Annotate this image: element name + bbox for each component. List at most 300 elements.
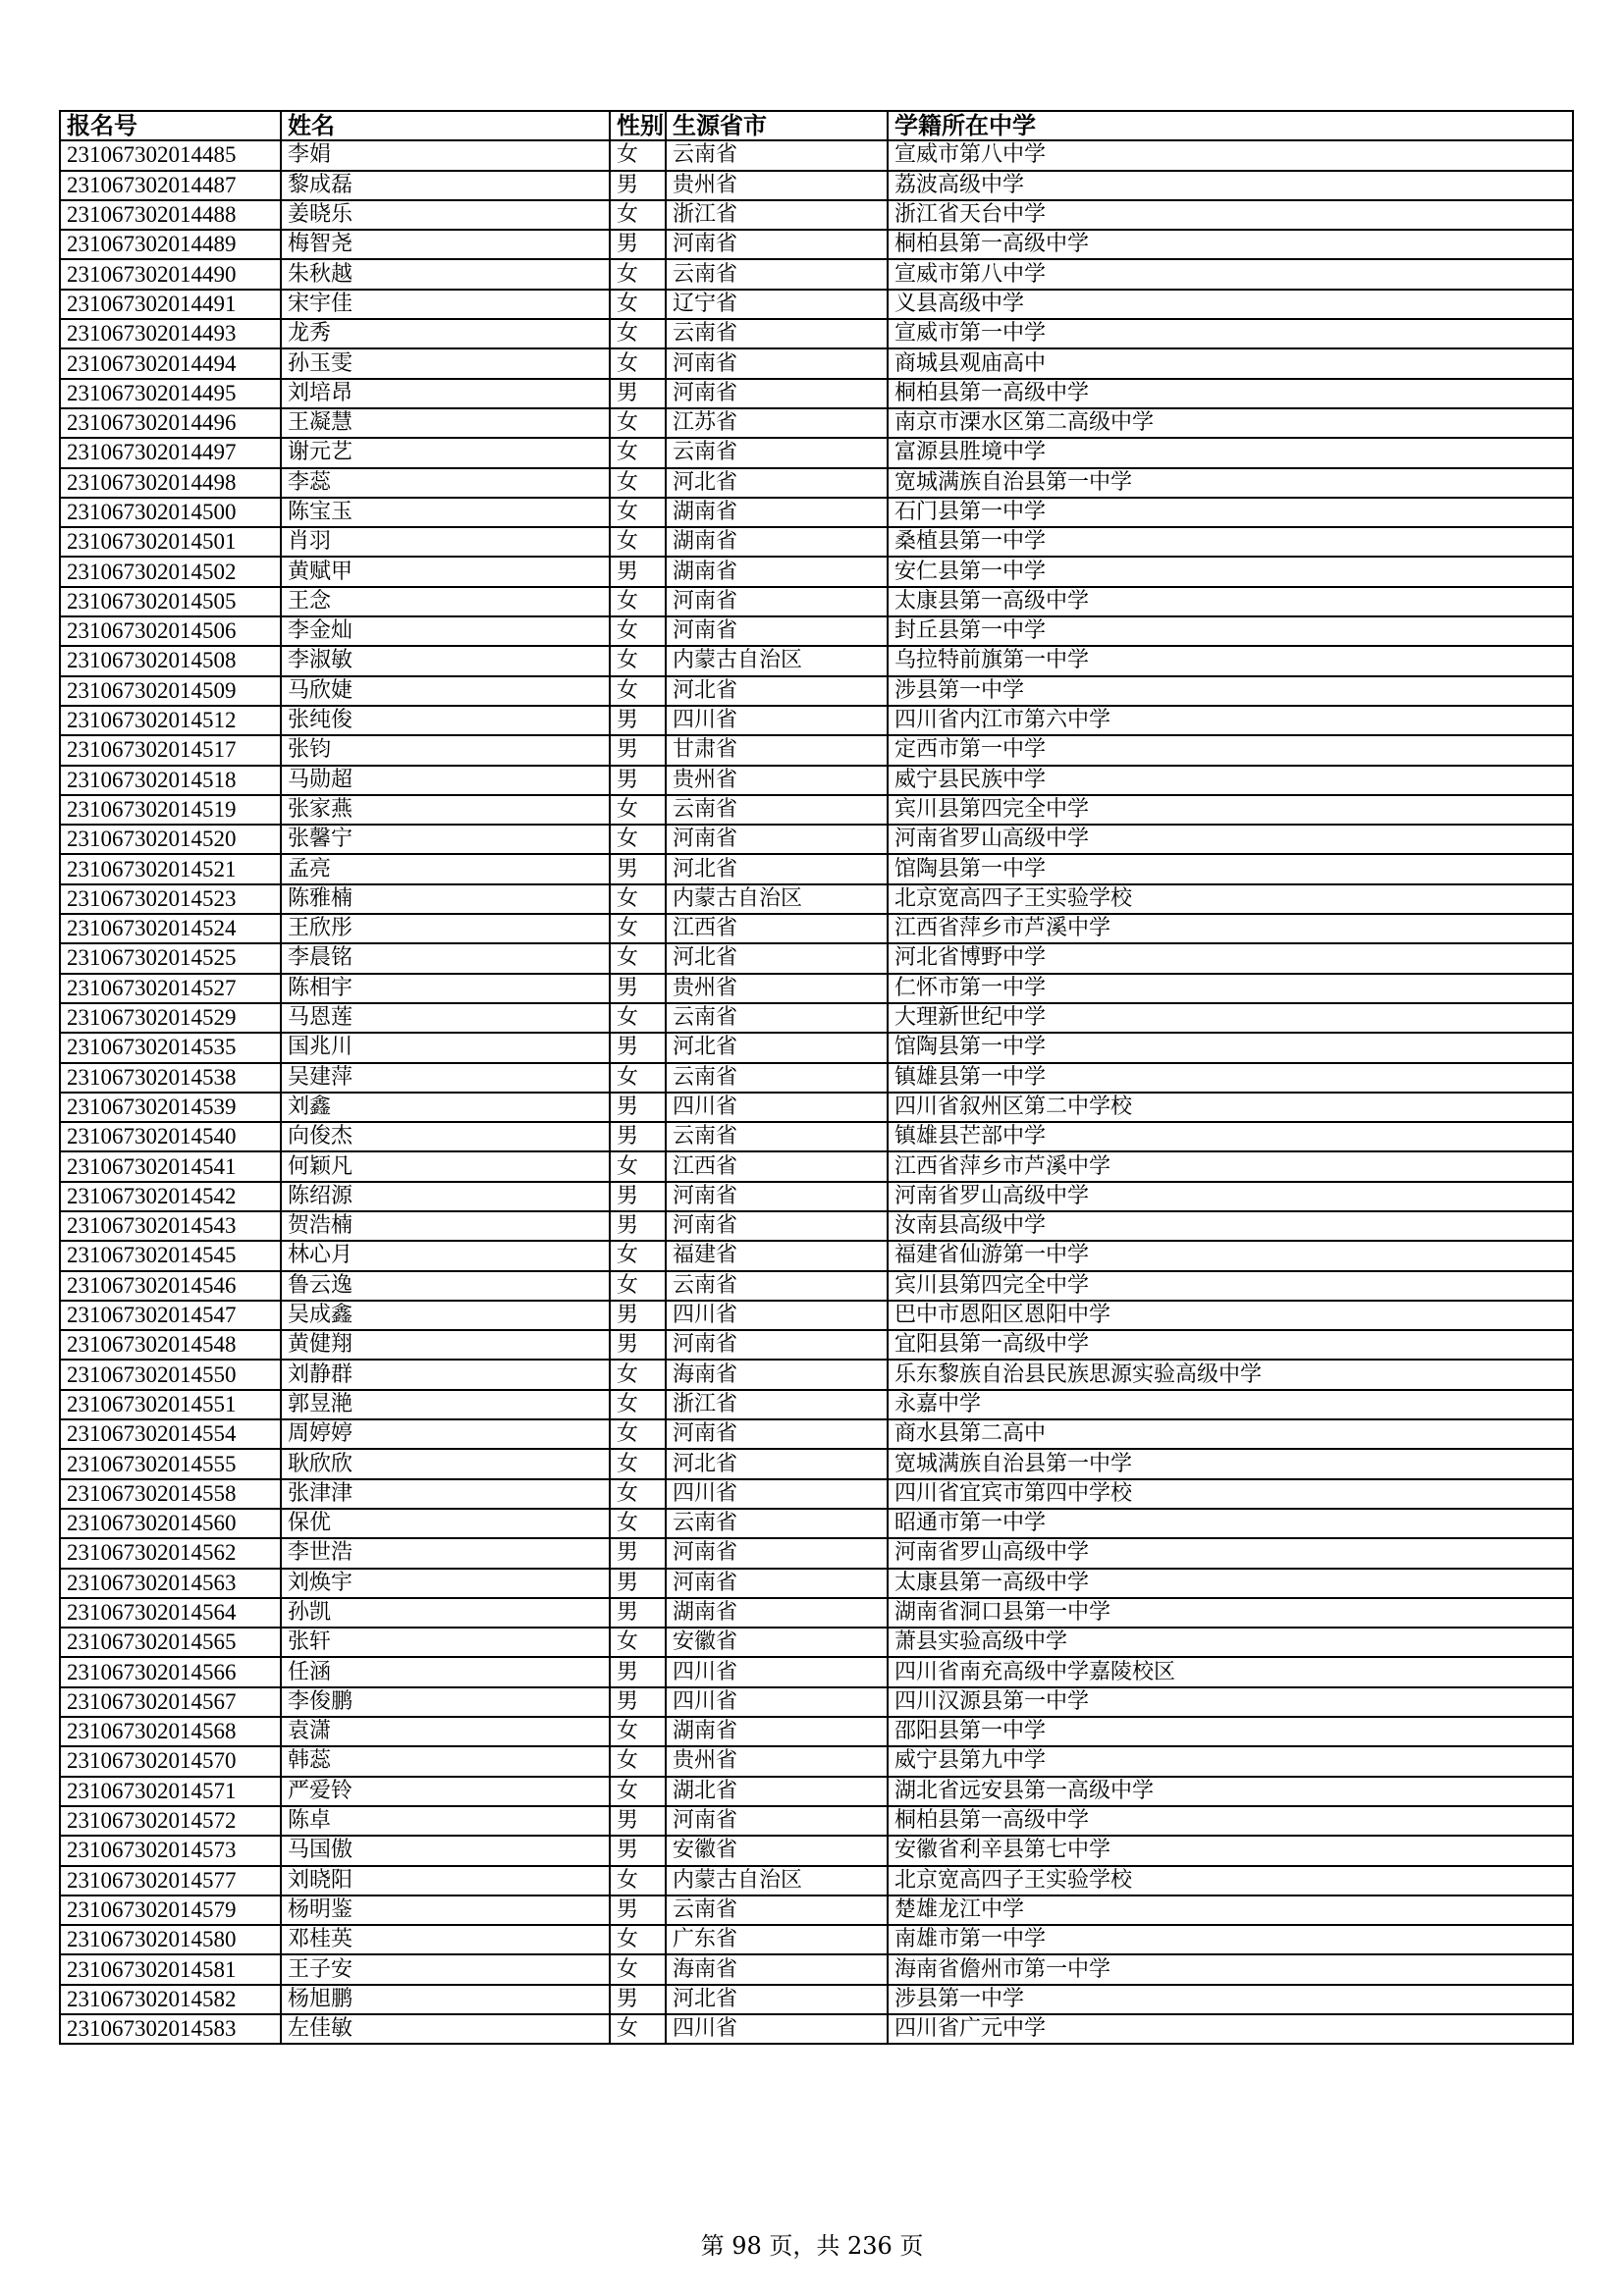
province-cell: 湖南省 [666, 498, 888, 527]
school-cell: 四川省叙州区第二中学校 [888, 1093, 1573, 1122]
header-gender: 性别 [610, 111, 666, 140]
table-row [60, 171, 1573, 200]
name-cell: 贺浩楠 [281, 1211, 610, 1241]
province-cell: 贵州省 [666, 1746, 888, 1776]
school-cell: 桐柏县第一高级中学 [888, 1806, 1573, 1836]
province-cell: 贵州省 [666, 766, 888, 795]
school-cell: 义县高级中学 [888, 290, 1573, 319]
province-cell: 四川省 [666, 706, 888, 735]
table-row [60, 527, 1573, 557]
name-cell: 谢元艺 [281, 438, 610, 467]
school-cell: 宣威市第八中学 [888, 140, 1573, 170]
province-cell: 云南省 [666, 1122, 888, 1151]
gender-cell: 男 [610, 1806, 666, 1836]
name-cell: 姜晓乐 [281, 200, 610, 230]
province-cell: 河北省 [666, 1449, 888, 1478]
name-cell: 张家燕 [281, 795, 610, 825]
province-cell: 内蒙古自治区 [666, 646, 888, 675]
school-cell: 宾川县第四完全中学 [888, 795, 1573, 825]
gender-cell: 女 [610, 587, 666, 616]
table-row [60, 438, 1573, 467]
registration-number-cell: 231067302014495 [60, 379, 281, 408]
school-cell: 四川省内江市第六中学 [888, 706, 1573, 735]
table-body [60, 140, 1573, 2044]
registration-number-cell: 231067302014564 [60, 1598, 281, 1628]
gender-cell: 男 [610, 1301, 666, 1330]
registration-number-cell: 231067302014555 [60, 1449, 281, 1478]
registration-number-cell: 231067302014529 [60, 1003, 281, 1033]
gender-cell: 女 [610, 825, 666, 854]
gender-cell: 女 [610, 1925, 666, 1954]
name-cell: 张纯俊 [281, 706, 610, 735]
gender-cell: 女 [610, 1241, 666, 1270]
school-cell: 四川汉源县第一中学 [888, 1687, 1573, 1717]
gender-cell: 男 [610, 1093, 666, 1122]
registration-number-cell: 231067302014566 [60, 1657, 281, 1686]
name-cell: 王欣彤 [281, 914, 610, 943]
school-cell: 巴中市恩阳区恩阳中学 [888, 1301, 1573, 1330]
name-cell: 吴成鑫 [281, 1301, 610, 1330]
registration-number-cell: 231067302014509 [60, 676, 281, 706]
school-cell: 荔波高级中学 [888, 171, 1573, 200]
table-row [60, 1330, 1573, 1360]
name-cell: 朱秋越 [281, 259, 610, 289]
school-cell: 河南省罗山高级中学 [888, 1182, 1573, 1211]
province-cell: 云南省 [666, 1509, 888, 1538]
school-cell: 乐东黎族自治县民族思源实验高级中学 [888, 1360, 1573, 1389]
province-cell: 河南省 [666, 379, 888, 408]
school-cell: 宽城满族自治县第一中学 [888, 468, 1573, 498]
table-row [60, 259, 1573, 289]
school-cell: 商城县观庙高中 [888, 348, 1573, 378]
gender-cell: 女 [610, 1866, 666, 1896]
province-cell: 江苏省 [666, 408, 888, 438]
table-row [60, 1211, 1573, 1241]
gender-cell: 男 [610, 1538, 666, 1568]
province-cell: 河南省 [666, 1211, 888, 1241]
name-cell: 陈卓 [281, 1806, 610, 1836]
table-row [60, 1628, 1573, 1657]
school-cell: 河北省博野中学 [888, 943, 1573, 973]
name-cell: 刘鑫 [281, 1093, 610, 1122]
registration-number-cell: 231067302014548 [60, 1330, 281, 1360]
table-row [60, 319, 1573, 348]
table-row [60, 914, 1573, 943]
gender-cell: 男 [610, 171, 666, 200]
table-row [60, 587, 1573, 616]
registration-number-cell: 231067302014505 [60, 587, 281, 616]
province-cell: 云南省 [666, 259, 888, 289]
name-cell: 李蕊 [281, 468, 610, 498]
province-cell: 甘肃省 [666, 735, 888, 765]
gender-cell: 女 [610, 1509, 666, 1538]
name-cell: 马勋超 [281, 766, 610, 795]
name-cell: 郭昱滟 [281, 1390, 610, 1419]
province-cell: 安徽省 [666, 1628, 888, 1657]
province-cell: 河南省 [666, 1182, 888, 1211]
table-row [60, 1271, 1573, 1301]
table-row [60, 1569, 1573, 1598]
table-row [60, 854, 1573, 883]
province-cell: 四川省 [666, 1479, 888, 1509]
gender-cell: 女 [610, 468, 666, 498]
table-row [60, 825, 1573, 854]
gender-cell: 男 [610, 1836, 666, 1865]
school-cell: 河南省罗山高级中学 [888, 825, 1573, 854]
name-cell: 龙秀 [281, 319, 610, 348]
province-cell: 四川省 [666, 1657, 888, 1686]
table-row [60, 1985, 1573, 2014]
registration-number-cell: 231067302014491 [60, 290, 281, 319]
registration-number-cell: 231067302014550 [60, 1360, 281, 1389]
province-cell: 内蒙古自治区 [666, 884, 888, 914]
name-cell: 王念 [281, 587, 610, 616]
name-cell: 黎成磊 [281, 171, 610, 200]
province-cell: 四川省 [666, 1301, 888, 1330]
school-cell: 南京市溧水区第二高级中学 [888, 408, 1573, 438]
school-cell: 乌拉特前旗第一中学 [888, 646, 1573, 675]
header-row [60, 111, 1573, 140]
table-row [60, 1151, 1573, 1181]
gender-cell: 男 [610, 1569, 666, 1598]
registration-number-cell: 231067302014540 [60, 1122, 281, 1151]
province-cell: 河南省 [666, 1538, 888, 1568]
gender-cell: 女 [610, 884, 666, 914]
gender-cell: 女 [610, 438, 666, 467]
table-row [60, 706, 1573, 735]
gender-cell: 女 [610, 1419, 666, 1449]
registration-number-cell: 231067302014487 [60, 171, 281, 200]
province-cell: 安徽省 [666, 1836, 888, 1865]
name-cell: 严爱铃 [281, 1777, 610, 1806]
school-cell: 宾川县第四完全中学 [888, 1271, 1573, 1301]
table-row [60, 1598, 1573, 1628]
name-cell: 任涵 [281, 1657, 610, 1686]
school-cell: 宽城满族自治县第一中学 [888, 1449, 1573, 1478]
gender-cell: 女 [610, 1390, 666, 1419]
registration-number-cell: 231067302014580 [60, 1925, 281, 1954]
school-cell: 安徽省利辛县第七中学 [888, 1836, 1573, 1865]
gender-cell: 男 [610, 735, 666, 765]
table-row [60, 498, 1573, 527]
name-cell: 李淑敏 [281, 646, 610, 675]
registration-number-cell: 231067302014539 [60, 1093, 281, 1122]
school-cell: 桑植县第一中学 [888, 527, 1573, 557]
name-cell: 陈宝玉 [281, 498, 610, 527]
registration-number-cell: 231067302014518 [60, 766, 281, 795]
registration-number-cell: 231067302014562 [60, 1538, 281, 1568]
page-footer: 第 98 页，共 236 页 [700, 2232, 924, 2260]
name-cell: 何颖凡 [281, 1151, 610, 1181]
gender-cell: 男 [610, 1033, 666, 1062]
registration-number-cell: 231067302014506 [60, 616, 281, 646]
province-cell: 河南省 [666, 348, 888, 378]
school-cell: 永嘉中学 [888, 1390, 1573, 1419]
school-cell: 福建省仙游第一中学 [888, 1241, 1573, 1270]
gender-cell: 女 [610, 1746, 666, 1776]
table-row [60, 1360, 1573, 1389]
gender-cell: 男 [610, 1211, 666, 1241]
registration-number-cell: 231067302014572 [60, 1806, 281, 1836]
gender-cell: 女 [610, 1954, 666, 1984]
registration-number-cell: 231067302014494 [60, 348, 281, 378]
registration-number-cell: 231067302014493 [60, 319, 281, 348]
gender-cell: 男 [610, 1657, 666, 1686]
gender-cell: 女 [610, 408, 666, 438]
gender-cell: 女 [610, 498, 666, 527]
gender-cell: 女 [610, 1271, 666, 1301]
header-province: 生源省市 [666, 111, 888, 140]
province-cell: 河北省 [666, 1985, 888, 2014]
province-cell: 四川省 [666, 1093, 888, 1122]
registration-number-cell: 231067302014579 [60, 1896, 281, 1925]
gender-cell: 女 [610, 616, 666, 646]
registration-number-cell: 231067302014520 [60, 825, 281, 854]
province-cell: 云南省 [666, 1063, 888, 1093]
gender-cell: 男 [610, 1330, 666, 1360]
school-cell: 桐柏县第一高级中学 [888, 379, 1573, 408]
gender-cell: 男 [610, 766, 666, 795]
province-cell: 河南省 [666, 1806, 888, 1836]
registration-number-cell: 231067302014571 [60, 1777, 281, 1806]
header-school: 学籍所在中学 [888, 111, 1573, 140]
province-cell: 浙江省 [666, 1390, 888, 1419]
province-cell: 河南省 [666, 1330, 888, 1360]
school-cell: 北京宽高四子王实验学校 [888, 1866, 1573, 1896]
gender-cell: 女 [610, 1717, 666, 1746]
table-row [60, 1954, 1573, 1984]
gender-cell: 女 [610, 676, 666, 706]
school-cell: 富源县胜境中学 [888, 438, 1573, 467]
registration-number-cell: 231067302014485 [60, 140, 281, 170]
registration-number-cell: 231067302014542 [60, 1182, 281, 1211]
gender-cell: 女 [610, 943, 666, 973]
registration-number-cell: 231067302014524 [60, 914, 281, 943]
table-row [60, 140, 1573, 170]
registration-number-cell: 231067302014490 [60, 259, 281, 289]
school-cell: 江西省萍乡市芦溪中学 [888, 1151, 1573, 1181]
table-row [60, 735, 1573, 765]
name-cell: 韩蕊 [281, 1746, 610, 1776]
gender-cell: 男 [610, 1985, 666, 2014]
province-cell: 湖南省 [666, 1717, 888, 1746]
gender-cell: 女 [610, 1360, 666, 1389]
name-cell: 杨旭鹏 [281, 1985, 610, 2014]
name-cell: 孙玉雯 [281, 348, 610, 378]
name-cell: 张馨宁 [281, 825, 610, 854]
gender-cell: 男 [610, 379, 666, 408]
registration-number-cell: 231067302014545 [60, 1241, 281, 1270]
registration-number-cell: 231067302014497 [60, 438, 281, 467]
registration-number-cell: 231067302014582 [60, 1985, 281, 2014]
gender-cell: 女 [610, 1151, 666, 1181]
province-cell: 四川省 [666, 1687, 888, 1717]
name-cell: 刘培昂 [281, 379, 610, 408]
registration-number-cell: 231067302014496 [60, 408, 281, 438]
school-cell: 镇雄县第一中学 [888, 1063, 1573, 1093]
name-cell: 保优 [281, 1509, 610, 1538]
school-cell: 涉县第一中学 [888, 1985, 1573, 2014]
registration-number-cell: 231067302014488 [60, 200, 281, 230]
registration-number-cell: 231067302014581 [60, 1954, 281, 1984]
school-cell: 桐柏县第一高级中学 [888, 230, 1573, 259]
name-cell: 王凝慧 [281, 408, 610, 438]
gender-cell: 女 [610, 259, 666, 289]
registration-number-cell: 231067302014567 [60, 1687, 281, 1717]
gender-cell: 男 [610, 706, 666, 735]
province-cell: 湖北省 [666, 1777, 888, 1806]
name-cell: 张津津 [281, 1479, 610, 1509]
school-cell: 浙江省天台中学 [888, 200, 1573, 230]
table-row [60, 616, 1573, 646]
province-cell: 河南省 [666, 825, 888, 854]
registration-number-cell: 231067302014551 [60, 1390, 281, 1419]
school-cell: 镇雄县芒部中学 [888, 1122, 1573, 1151]
table-row [60, 379, 1573, 408]
school-cell: 宜阳县第一高级中学 [888, 1330, 1573, 1360]
table-row [60, 676, 1573, 706]
registration-number-cell: 231067302014525 [60, 943, 281, 973]
table-row [60, 884, 1573, 914]
table-row [60, 1241, 1573, 1270]
registration-number-cell: 231067302014535 [60, 1033, 281, 1062]
school-cell: 楚雄龙江中学 [888, 1896, 1573, 1925]
name-cell: 刘晓阳 [281, 1866, 610, 1896]
province-cell: 云南省 [666, 140, 888, 170]
province-cell: 四川省 [666, 2014, 888, 2044]
table-row [60, 1777, 1573, 1806]
province-cell: 云南省 [666, 795, 888, 825]
registration-number-cell: 231067302014546 [60, 1271, 281, 1301]
registration-number-cell: 231067302014500 [60, 498, 281, 527]
name-cell: 黄赋甲 [281, 557, 610, 586]
school-cell: 四川省广元中学 [888, 2014, 1573, 2044]
school-cell: 宣威市第一中学 [888, 319, 1573, 348]
name-cell: 张轩 [281, 1628, 610, 1657]
header-name: 姓名 [281, 111, 610, 140]
province-cell: 河北省 [666, 468, 888, 498]
registration-number-cell: 231067302014512 [60, 706, 281, 735]
registration-number-cell: 231067302014519 [60, 795, 281, 825]
name-cell: 马欣婕 [281, 676, 610, 706]
school-cell: 四川省南充高级中学嘉陵校区 [888, 1657, 1573, 1686]
name-cell: 周婷婷 [281, 1419, 610, 1449]
province-cell: 浙江省 [666, 200, 888, 230]
school-cell: 馆陶县第一中学 [888, 1033, 1573, 1062]
table-row [60, 230, 1573, 259]
province-cell: 河北省 [666, 676, 888, 706]
province-cell: 河南省 [666, 587, 888, 616]
registration-number-cell: 231067302014489 [60, 230, 281, 259]
table-row [60, 200, 1573, 230]
table-row [60, 646, 1573, 675]
gender-cell: 女 [610, 1628, 666, 1657]
province-cell: 云南省 [666, 1271, 888, 1301]
table-row [60, 348, 1573, 378]
name-cell: 林心月 [281, 1241, 610, 1270]
school-cell: 太康县第一高级中学 [888, 587, 1573, 616]
name-cell: 宋宇佳 [281, 290, 610, 319]
province-cell: 湖南省 [666, 1598, 888, 1628]
name-cell: 左佳敏 [281, 2014, 610, 2044]
province-cell: 河北省 [666, 854, 888, 883]
school-cell: 昭通市第一中学 [888, 1509, 1573, 1538]
table-row [60, 1538, 1573, 1568]
gender-cell: 男 [610, 974, 666, 1003]
gender-cell: 女 [610, 140, 666, 170]
province-cell: 江西省 [666, 914, 888, 943]
province-cell: 江西省 [666, 1151, 888, 1181]
registration-number-cell: 231067302014543 [60, 1211, 281, 1241]
table-row [60, 1806, 1573, 1836]
gender-cell: 女 [610, 1003, 666, 1033]
table-row [60, 1479, 1573, 1509]
gender-cell: 女 [610, 2014, 666, 2044]
name-cell: 杨明鉴 [281, 1896, 610, 1925]
school-cell: 大理新世纪中学 [888, 1003, 1573, 1033]
school-cell: 定西市第一中学 [888, 735, 1573, 765]
province-cell: 贵州省 [666, 974, 888, 1003]
province-cell: 辽宁省 [666, 290, 888, 319]
gender-cell: 男 [610, 1896, 666, 1925]
registration-number-cell: 231067302014517 [60, 735, 281, 765]
school-cell: 馆陶县第一中学 [888, 854, 1573, 883]
province-cell: 云南省 [666, 319, 888, 348]
registration-number-cell: 231067302014558 [60, 1479, 281, 1509]
table-row [60, 1657, 1573, 1686]
registration-number-cell: 231067302014565 [60, 1628, 281, 1657]
school-cell: 江西省萍乡市芦溪中学 [888, 914, 1573, 943]
name-cell: 王子安 [281, 1954, 610, 1984]
name-cell: 陈相宇 [281, 974, 610, 1003]
table-row [60, 1093, 1573, 1122]
registration-number-cell: 231067302014538 [60, 1063, 281, 1093]
school-cell: 萧县实验高级中学 [888, 1628, 1573, 1657]
province-cell: 云南省 [666, 1003, 888, 1033]
school-cell: 太康县第一高级中学 [888, 1569, 1573, 1598]
registration-number-cell: 231067302014502 [60, 557, 281, 586]
name-cell: 肖羽 [281, 527, 610, 557]
gender-cell: 女 [610, 1063, 666, 1093]
name-cell: 梅智尧 [281, 230, 610, 259]
table-row [60, 1717, 1573, 1746]
province-cell: 河南省 [666, 1569, 888, 1598]
gender-cell: 女 [610, 348, 666, 378]
name-cell: 刘焕宇 [281, 1569, 610, 1598]
school-cell: 威宁县第九中学 [888, 1746, 1573, 1776]
gender-cell: 男 [610, 1687, 666, 1717]
gender-cell: 女 [610, 290, 666, 319]
province-cell: 云南省 [666, 1896, 888, 1925]
name-cell: 李金灿 [281, 616, 610, 646]
registration-number-cell: 231067302014527 [60, 974, 281, 1003]
province-cell: 广东省 [666, 1925, 888, 1954]
header-registration-number: 报名号 [60, 111, 281, 140]
table-row [60, 1122, 1573, 1151]
table-row [60, 2014, 1573, 2044]
registration-number-cell: 231067302014570 [60, 1746, 281, 1776]
registration-number-cell: 231067302014568 [60, 1717, 281, 1746]
gender-cell: 女 [610, 319, 666, 348]
name-cell: 鲁云逸 [281, 1271, 610, 1301]
gender-cell: 女 [610, 795, 666, 825]
name-cell: 黄健翔 [281, 1330, 610, 1360]
school-cell: 威宁县民族中学 [888, 766, 1573, 795]
name-cell: 吴建萍 [281, 1063, 610, 1093]
name-cell: 陈雅楠 [281, 884, 610, 914]
gender-cell: 男 [610, 854, 666, 883]
name-cell: 向俊杰 [281, 1122, 610, 1151]
